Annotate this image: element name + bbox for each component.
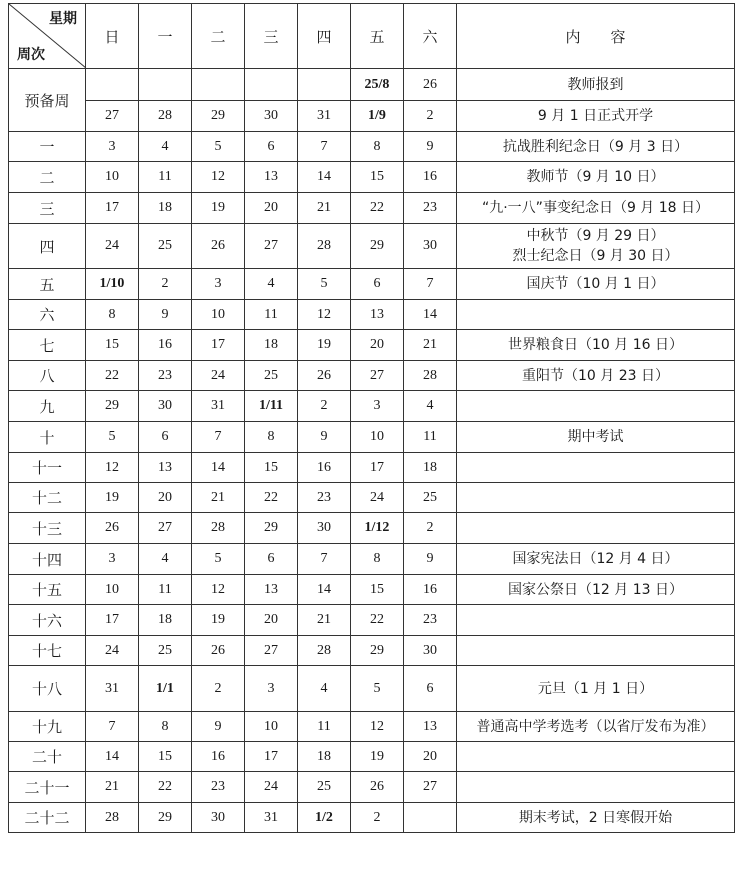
table-row <box>9 300 735 330</box>
table-row <box>9 101 735 132</box>
day-cell: 8 <box>86 300 139 330</box>
content-cell <box>457 453 735 483</box>
day-cell: 22 <box>245 483 298 513</box>
content-text: 国庆节（10 月 1 日） <box>526 276 665 292</box>
day-cell: 24 <box>192 361 245 391</box>
day-cell: 9 <box>139 300 192 330</box>
day-cell: 10 <box>192 300 245 330</box>
content-cell <box>457 132 735 162</box>
day-cell: 3 <box>192 269 245 300</box>
week-label-cell: 二 <box>9 162 86 193</box>
day-cell: 10 <box>86 575 139 605</box>
content-text-line2: 烈士纪念日（9 月 30 日） <box>512 248 679 264</box>
day-cell: 15 <box>245 453 298 483</box>
day-cell: 7 <box>298 132 351 162</box>
day-cell: 25 <box>139 636 192 666</box>
day-header-wed: 三 <box>245 4 298 69</box>
content-cell <box>457 361 735 391</box>
day-cell: 23 <box>404 605 457 636</box>
day-cell <box>139 69 192 101</box>
day-header-sun: 日 <box>86 4 139 69</box>
day-cell: 12 <box>86 453 139 483</box>
day-cell: 16 <box>192 742 245 772</box>
content-cell <box>457 712 735 742</box>
day-cell: 1/2 <box>298 803 351 833</box>
day-cell <box>404 803 457 833</box>
day-cell: 30 <box>192 803 245 833</box>
day-cell: 17 <box>192 330 245 361</box>
day-cell: 5 <box>351 666 404 712</box>
day-cell: 17 <box>86 605 139 636</box>
day-cell: 27 <box>351 361 404 391</box>
day-cell: 26 <box>86 513 139 544</box>
day-cell: 3 <box>351 391 404 422</box>
content-cell <box>457 300 735 330</box>
day-cell: 21 <box>298 193 351 224</box>
day-cell: 22 <box>139 772 192 803</box>
day-cell: 29 <box>245 513 298 544</box>
content-cell <box>457 330 735 361</box>
day-cell: 11 <box>139 162 192 193</box>
content-cell <box>457 193 735 224</box>
day-cell: 21 <box>192 483 245 513</box>
content-text: 期中考试 <box>567 429 624 445</box>
content-text: 教师报到 <box>567 76 624 93</box>
content-text: 教师节（9 月 10 日） <box>526 169 665 185</box>
day-cell: 29 <box>351 636 404 666</box>
day-cell: 14 <box>404 300 457 330</box>
day-cell: 18 <box>404 453 457 483</box>
table-row <box>9 422 735 453</box>
content-cell <box>457 224 735 269</box>
table-row <box>9 803 735 833</box>
day-cell: 14 <box>298 575 351 605</box>
day-cell: 27 <box>245 224 298 269</box>
day-cell: 28 <box>404 361 457 391</box>
table-row <box>9 575 735 605</box>
day-cell: 2 <box>298 391 351 422</box>
week-label-cell: 六 <box>9 300 86 330</box>
content-cell <box>457 269 735 300</box>
day-cell: 12 <box>192 575 245 605</box>
day-cell: 21 <box>404 330 457 361</box>
day-cell: 20 <box>245 193 298 224</box>
day-cell: 6 <box>245 544 298 575</box>
week-label-cell: 预备周 <box>9 69 86 132</box>
day-cell: 29 <box>86 391 139 422</box>
day-cell: 4 <box>298 666 351 712</box>
week-label-cell: 十 <box>9 422 86 453</box>
day-cell: 25 <box>404 483 457 513</box>
day-cell: 19 <box>351 742 404 772</box>
day-cell: 19 <box>192 605 245 636</box>
corner-label-week: 周次 <box>17 47 45 63</box>
content-cell <box>457 772 735 803</box>
day-cell: 4 <box>245 269 298 300</box>
day-cell: 31 <box>245 803 298 833</box>
day-cell: 7 <box>404 269 457 300</box>
table-row <box>9 361 735 391</box>
day-cell: 22 <box>351 605 404 636</box>
school-calendar-table <box>8 3 735 833</box>
day-cell: 1/10 <box>86 269 139 300</box>
day-cell: 26 <box>192 224 245 269</box>
week-label-cell: 十六 <box>9 605 86 636</box>
day-cell: 3 <box>86 544 139 575</box>
corner-label-weekday: 星期 <box>49 11 77 27</box>
day-cell: 7 <box>298 544 351 575</box>
day-cell: 30 <box>139 391 192 422</box>
corner-header-cell <box>9 4 86 69</box>
day-cell: 28 <box>139 101 192 132</box>
week-label-cell: 十五 <box>9 575 86 605</box>
table-row <box>9 772 735 803</box>
day-cell <box>192 69 245 101</box>
day-cell: 19 <box>86 483 139 513</box>
table-row <box>9 453 735 483</box>
content-text: 期末考试，2 日寒假开始 <box>518 809 673 826</box>
day-cell: 6 <box>139 422 192 453</box>
day-cell: 8 <box>139 712 192 742</box>
day-cell: 7 <box>192 422 245 453</box>
day-cell: 25 <box>139 224 192 269</box>
day-cell: 30 <box>245 101 298 132</box>
day-cell: 30 <box>298 513 351 544</box>
day-cell: 17 <box>245 742 298 772</box>
day-cell: 3 <box>86 132 139 162</box>
day-cell: 10 <box>245 712 298 742</box>
day-cell: 1/12 <box>351 513 404 544</box>
week-label-cell: 十九 <box>9 712 86 742</box>
day-cell: 28 <box>192 513 245 544</box>
week-label-cell: 十三 <box>9 513 86 544</box>
week-label-cell: 二十 <box>9 742 86 772</box>
day-cell <box>298 69 351 101</box>
day-cell: 18 <box>139 193 192 224</box>
table-row <box>9 269 735 300</box>
content-text: 世界粮食日（10 月 16 日） <box>508 337 683 353</box>
day-cell: 29 <box>192 101 245 132</box>
day-cell: 14 <box>86 742 139 772</box>
day-cell: 9 <box>298 422 351 453</box>
day-cell: 18 <box>245 330 298 361</box>
content-cell <box>457 666 735 712</box>
content-cell <box>457 162 735 193</box>
day-cell: 7 <box>86 712 139 742</box>
calendar-body <box>9 69 735 833</box>
day-cell: 15 <box>351 162 404 193</box>
day-cell: 10 <box>351 422 404 453</box>
day-cell: 26 <box>404 69 457 101</box>
day-cell: 2 <box>192 666 245 712</box>
day-cell: 29 <box>351 224 404 269</box>
day-cell: 24 <box>245 772 298 803</box>
day-cell: 12 <box>192 162 245 193</box>
day-cell: 27 <box>245 636 298 666</box>
content-text: 元旦（1 月 1 日） <box>537 680 654 697</box>
day-cell: 2 <box>139 269 192 300</box>
day-cell: 12 <box>298 300 351 330</box>
day-cell: 11 <box>245 300 298 330</box>
day-cell: 13 <box>245 575 298 605</box>
content-text: 国家公祭日（12 月 13 日） <box>508 581 683 598</box>
week-label-cell: 十八 <box>9 666 86 712</box>
table-row <box>9 712 735 742</box>
day-cell: 17 <box>351 453 404 483</box>
day-cell: 21 <box>298 605 351 636</box>
table-row <box>9 513 735 544</box>
day-cell: 23 <box>192 772 245 803</box>
day-cell: 16 <box>298 453 351 483</box>
table-row <box>9 132 735 162</box>
day-cell: 11 <box>139 575 192 605</box>
week-label-cell: 十二 <box>9 483 86 513</box>
day-cell: 27 <box>404 772 457 803</box>
content-cell <box>457 636 735 666</box>
day-cell: 19 <box>298 330 351 361</box>
day-cell: 6 <box>404 666 457 712</box>
day-cell: 17 <box>86 193 139 224</box>
day-cell: 14 <box>192 453 245 483</box>
content-cell <box>457 101 735 132</box>
table-row <box>9 483 735 513</box>
day-cell: 5 <box>86 422 139 453</box>
week-label-cell: 十一 <box>9 453 86 483</box>
week-label-cell: 十四 <box>9 544 86 575</box>
day-cell: 6 <box>351 269 404 300</box>
day-header-fri: 五 <box>351 4 404 69</box>
content-text: 普通高中学考选考（以省厅发布为准） <box>476 718 715 735</box>
day-header-tue: 二 <box>192 4 245 69</box>
day-cell <box>245 69 298 101</box>
day-cell: 18 <box>139 605 192 636</box>
day-cell: 5 <box>192 544 245 575</box>
day-cell: 3 <box>245 666 298 712</box>
content-text: “九·一八”事变纪念日（9 月 18 日） <box>481 200 710 216</box>
week-label-cell: 十七 <box>9 636 86 666</box>
day-cell: 25 <box>245 361 298 391</box>
table-row <box>9 224 735 269</box>
day-cell: 18 <box>298 742 351 772</box>
day-cell: 9 <box>404 132 457 162</box>
day-cell: 4 <box>139 544 192 575</box>
day-cell: 22 <box>86 361 139 391</box>
content-text: 抗战胜利纪念日（9 月 3 日） <box>502 138 689 155</box>
day-cell: 11 <box>298 712 351 742</box>
content-cell <box>457 391 735 422</box>
table-row <box>9 162 735 193</box>
day-cell: 25/8 <box>351 69 404 101</box>
day-cell: 15 <box>86 330 139 361</box>
day-cell: 6 <box>245 132 298 162</box>
day-cell: 30 <box>404 224 457 269</box>
week-label-cell: 三 <box>9 193 86 224</box>
day-cell: 24 <box>86 636 139 666</box>
content-cell <box>457 483 735 513</box>
day-cell: 24 <box>351 483 404 513</box>
day-cell: 9 <box>192 712 245 742</box>
day-cell: 1/1 <box>139 666 192 712</box>
week-label-cell: 八 <box>9 361 86 391</box>
day-cell: 16 <box>404 162 457 193</box>
week-label-cell: 四 <box>9 224 86 269</box>
content-cell <box>457 513 735 544</box>
day-cell: 16 <box>404 575 457 605</box>
day-cell: 2 <box>351 803 404 833</box>
day-cell: 23 <box>298 483 351 513</box>
table-row <box>9 69 735 101</box>
table-row <box>9 605 735 636</box>
table-row <box>9 636 735 666</box>
day-cell: 26 <box>351 772 404 803</box>
content-cell <box>457 575 735 605</box>
day-cell: 12 <box>351 712 404 742</box>
day-header-mon: 一 <box>139 4 192 69</box>
day-cell: 16 <box>139 330 192 361</box>
day-cell: 28 <box>298 224 351 269</box>
day-cell: 10 <box>86 162 139 193</box>
day-cell: 15 <box>139 742 192 772</box>
content-cell <box>457 605 735 636</box>
day-cell: 5 <box>298 269 351 300</box>
week-label-cell: 二十二 <box>9 803 86 833</box>
content-cell <box>457 422 735 453</box>
day-cell: 31 <box>192 391 245 422</box>
day-cell: 13 <box>404 712 457 742</box>
day-cell: 26 <box>192 636 245 666</box>
day-cell: 8 <box>245 422 298 453</box>
day-cell: 30 <box>404 636 457 666</box>
content-text: 中秋节（9 月 29 日） <box>526 228 665 244</box>
day-cell: 23 <box>404 193 457 224</box>
day-cell: 29 <box>139 803 192 833</box>
day-cell: 31 <box>86 666 139 712</box>
day-cell: 25 <box>298 772 351 803</box>
day-cell: 24 <box>86 224 139 269</box>
day-cell: 20 <box>351 330 404 361</box>
content-cell <box>457 69 735 101</box>
day-cell: 28 <box>86 803 139 833</box>
week-label-cell: 五 <box>9 269 86 300</box>
day-cell: 14 <box>298 162 351 193</box>
day-cell: 27 <box>139 513 192 544</box>
day-cell: 20 <box>245 605 298 636</box>
content-cell <box>457 544 735 575</box>
table-row <box>9 330 735 361</box>
content-cell <box>457 803 735 833</box>
day-cell: 13 <box>245 162 298 193</box>
content-text: 9 月 1 日正式开学 <box>537 108 654 124</box>
week-label-cell: 二十一 <box>9 772 86 803</box>
table-row <box>9 193 735 224</box>
content-header: 内 容 <box>457 4 735 69</box>
day-cell: 8 <box>351 544 404 575</box>
day-cell <box>86 69 139 101</box>
day-cell: 4 <box>404 391 457 422</box>
day-cell: 28 <box>298 636 351 666</box>
header-row <box>9 4 735 69</box>
content-text: 重阳节（10 月 23 日） <box>522 367 669 384</box>
day-cell: 20 <box>139 483 192 513</box>
day-cell: 11 <box>404 422 457 453</box>
day-cell: 9 <box>404 544 457 575</box>
day-cell: 20 <box>404 742 457 772</box>
day-cell: 13 <box>351 300 404 330</box>
day-cell: 2 <box>404 101 457 132</box>
day-cell: 4 <box>139 132 192 162</box>
day-cell: 1/9 <box>351 101 404 132</box>
table-row <box>9 544 735 575</box>
day-cell: 5 <box>192 132 245 162</box>
day-cell: 1/11 <box>245 391 298 422</box>
day-cell: 13 <box>139 453 192 483</box>
week-label-cell: 九 <box>9 391 86 422</box>
day-cell: 26 <box>298 361 351 391</box>
day-cell: 2 <box>404 513 457 544</box>
table-row <box>9 666 735 712</box>
content-cell <box>457 742 735 772</box>
day-cell: 22 <box>351 193 404 224</box>
day-cell: 19 <box>192 193 245 224</box>
day-cell: 21 <box>86 772 139 803</box>
week-label-cell: 一 <box>9 132 86 162</box>
table-row <box>9 391 735 422</box>
day-cell: 27 <box>86 101 139 132</box>
day-header-thu: 四 <box>298 4 351 69</box>
table-row <box>9 742 735 772</box>
day-header-sat: 六 <box>404 4 457 69</box>
day-cell: 31 <box>298 101 351 132</box>
week-label-cell: 七 <box>9 330 86 361</box>
day-cell: 8 <box>351 132 404 162</box>
day-cell: 15 <box>351 575 404 605</box>
content-text: 国家宪法日（12 月 4 日） <box>512 551 679 567</box>
day-cell: 23 <box>139 361 192 391</box>
